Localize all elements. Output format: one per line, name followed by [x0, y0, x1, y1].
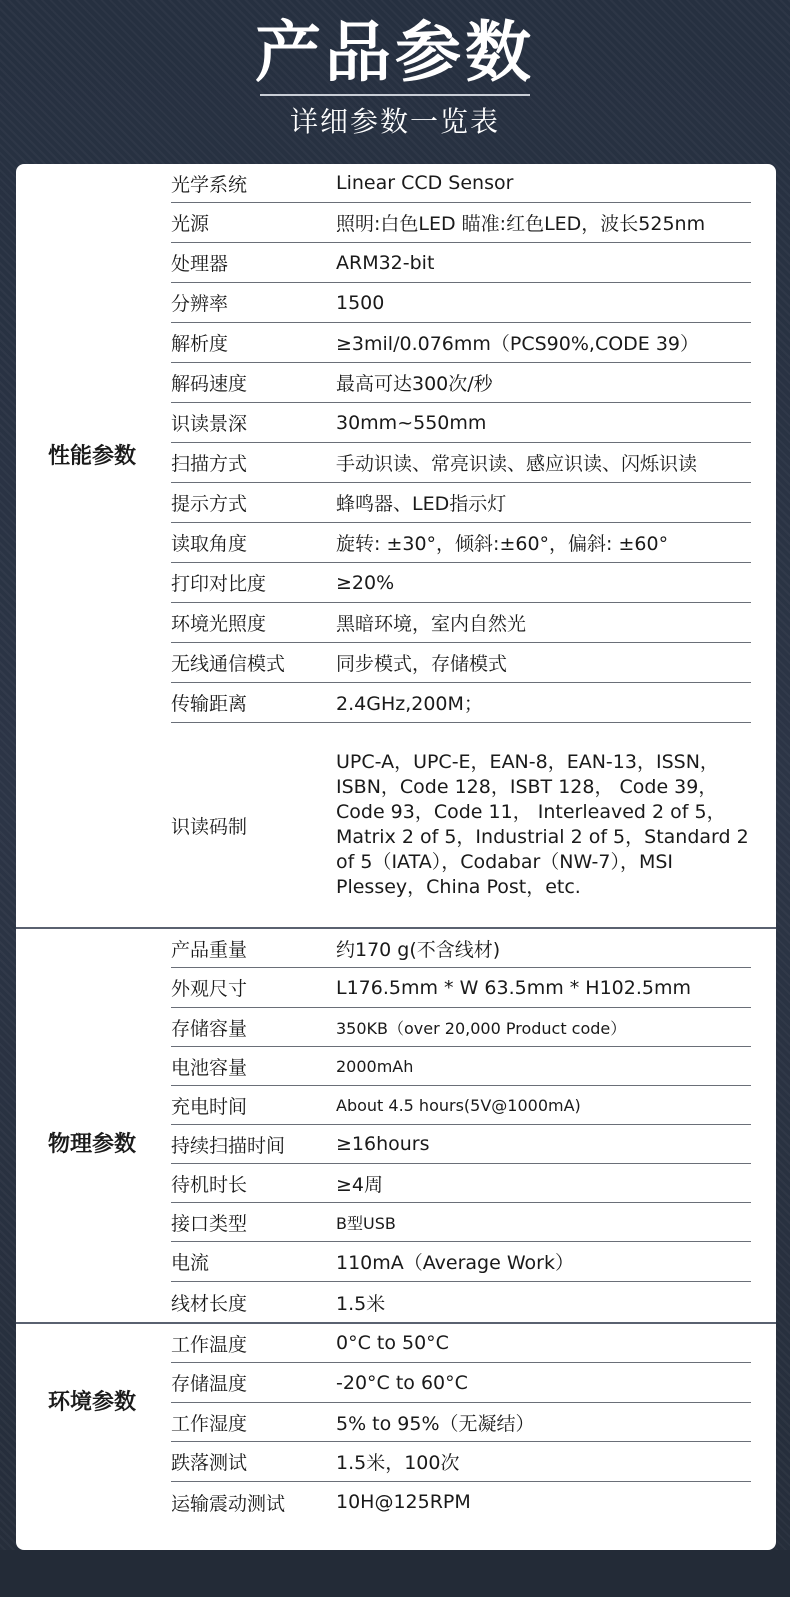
spec-value: ≥16hours: [336, 1133, 430, 1155]
table-row: [171, 929, 751, 968]
section-performance: [16, 164, 776, 927]
spec-key: 扫描方式: [171, 453, 248, 475]
spec-value: About 4.5 hours(5V@1000mA): [336, 1095, 581, 1115]
table-row: [171, 1324, 751, 1363]
spec-key: 接口类型: [171, 1212, 248, 1235]
spec-key: 识读码制: [171, 815, 248, 838]
spec-key: 传输距离: [171, 693, 248, 715]
spec-key: 工作温度: [171, 1333, 248, 1356]
page-title: 产品参数: [255, 14, 535, 91]
spec-value: 1.5米，100次: [336, 1452, 460, 1474]
spec-value: 1500: [336, 291, 385, 314]
spec-key: 读取角度: [171, 533, 248, 555]
spec-value: 蜂鸣器、LED指示灯: [336, 493, 507, 515]
spec-value: UPC-A，UPC-E，EAN-8，EAN-13，ISSN，ISBN，Code 128，ISBT 128， Code 39，Code 93，Code 11， Interleaved 2 of 5，Matrix 2 of 5，Industrial 2 of 5，Standard 2 of 5（IATA），Codabar（NW-7），MSI Plessey，China Post，etc.: [336, 751, 749, 898]
spec-key: 电池容量: [171, 1056, 248, 1079]
spec-value: 2.4GHz,200M；: [336, 693, 483, 715]
table-row: [171, 563, 751, 603]
table-row: [171, 1047, 751, 1086]
page-subtitle: 详细参数一览表: [289, 105, 500, 138]
spec-key: 提示方式: [171, 493, 248, 515]
table-row: [171, 1164, 751, 1203]
table-row: [171, 1282, 751, 1322]
table-row: [171, 443, 751, 483]
table-row: [171, 203, 751, 243]
spec-key: 外观尺寸: [171, 978, 248, 1000]
spec-value: 照明:白色LED 瞄准:红色LED，波长525nm: [336, 213, 706, 235]
table-row: [171, 1125, 751, 1164]
section-label: 环境参数: [47, 1390, 136, 1415]
spec-value: ARM32-bit: [336, 251, 435, 274]
spec-value: Linear CCD Sensor: [336, 172, 514, 194]
spec-key: 存储温度: [171, 1373, 248, 1395]
spec-value: L176.5mm * W 63.5mm * H102.5mm: [336, 976, 691, 999]
section-label: 性能参数: [47, 444, 136, 469]
spec-value: B型USB: [336, 1213, 396, 1233]
table-row: [171, 323, 751, 363]
spec-value: -20°C to 60°C: [336, 1371, 468, 1394]
table-row: [171, 968, 751, 1008]
spec-key: 解码速度: [171, 373, 248, 395]
table-row: [171, 283, 751, 323]
page-header: [0, 0, 790, 160]
spec-key: 无线通信模式: [171, 653, 286, 675]
table-row: [171, 1242, 751, 1282]
spec-value: 0°C to 50°C: [336, 1332, 449, 1354]
spec-value: 旋转: ±30°，倾斜:±60°，偏斜: ±60°: [336, 533, 669, 555]
spec-key: 电流: [171, 1252, 210, 1274]
table-row: [171, 363, 751, 403]
spec-key: 处理器: [171, 253, 229, 275]
spec-key: 光学系统: [171, 173, 248, 196]
table-row: [171, 1203, 751, 1242]
section-environment: [16, 1324, 776, 1550]
spec-value: ≥20%: [336, 571, 395, 594]
spec-table: [16, 164, 776, 1550]
table-row: [171, 1482, 751, 1522]
spec-value: 1.5米: [336, 1292, 386, 1315]
spec-key: 跌落测试: [171, 1452, 248, 1474]
spec-value: 约170 g(不含线材): [336, 938, 501, 961]
table-row: [171, 523, 751, 563]
spec-key: 打印对比度: [171, 573, 267, 595]
spec-value: 110mA（Average Work）: [336, 1252, 574, 1274]
section-label: 物理参数: [47, 1132, 136, 1157]
spec-key: 待机时长: [171, 1173, 248, 1196]
page-footer: [0, 1550, 790, 1597]
spec-value: 手动识读、常亮识读、感应识读、闪烁识读: [336, 453, 698, 475]
spec-value: 黑暗环境，室内自然光: [336, 613, 527, 635]
spec-key: 分辨率: [171, 293, 229, 315]
table-row: [171, 243, 751, 283]
spec-value: 2000mAh: [336, 1056, 414, 1076]
spec-value: 10H@125RPM: [336, 1491, 471, 1513]
table-row: [171, 164, 751, 203]
spec-key: 解析度: [171, 333, 229, 355]
table-row: [171, 723, 751, 927]
spec-key: 充电时间: [171, 1095, 248, 1118]
title-divider: [260, 94, 530, 96]
section-physical: [16, 929, 776, 1322]
table-row: [171, 1008, 751, 1047]
table-row: [171, 1442, 751, 1482]
spec-value: ≥4周: [336, 1173, 384, 1196]
spec-key: 环境光照度: [171, 613, 267, 635]
spec-key: 工作湿度: [171, 1412, 248, 1435]
table-row: [171, 1086, 751, 1125]
table-row: [171, 643, 751, 683]
table-row: [171, 1363, 751, 1403]
table-row: [171, 603, 751, 643]
spec-value: 350KB（over 20,000 Product code）: [336, 1018, 627, 1038]
spec-key: 存储容量: [171, 1017, 248, 1040]
spec-key: 光源: [171, 213, 210, 235]
table-row: [171, 1403, 751, 1442]
spec-value: 同步模式，存储模式: [336, 653, 508, 675]
table-row: [171, 403, 751, 443]
spec-key: 线材长度: [171, 1292, 248, 1315]
spec-key: 产品重量: [171, 938, 248, 961]
table-row: [171, 483, 751, 523]
spec-value: ≥3mil/0.076mm（PCS90%,CODE 39）: [336, 333, 700, 355]
spec-value: 5% to 95%（无凝结）: [336, 1412, 535, 1435]
spec-value: 30mm~550mm: [336, 411, 487, 434]
spec-key: 识读景深: [171, 413, 248, 435]
spec-key: 持续扫描时间: [171, 1134, 286, 1157]
spec-value: 最高可达300次/秒: [336, 373, 493, 395]
spec-key: 运输震动测试: [171, 1492, 286, 1515]
table-row: [171, 683, 751, 723]
